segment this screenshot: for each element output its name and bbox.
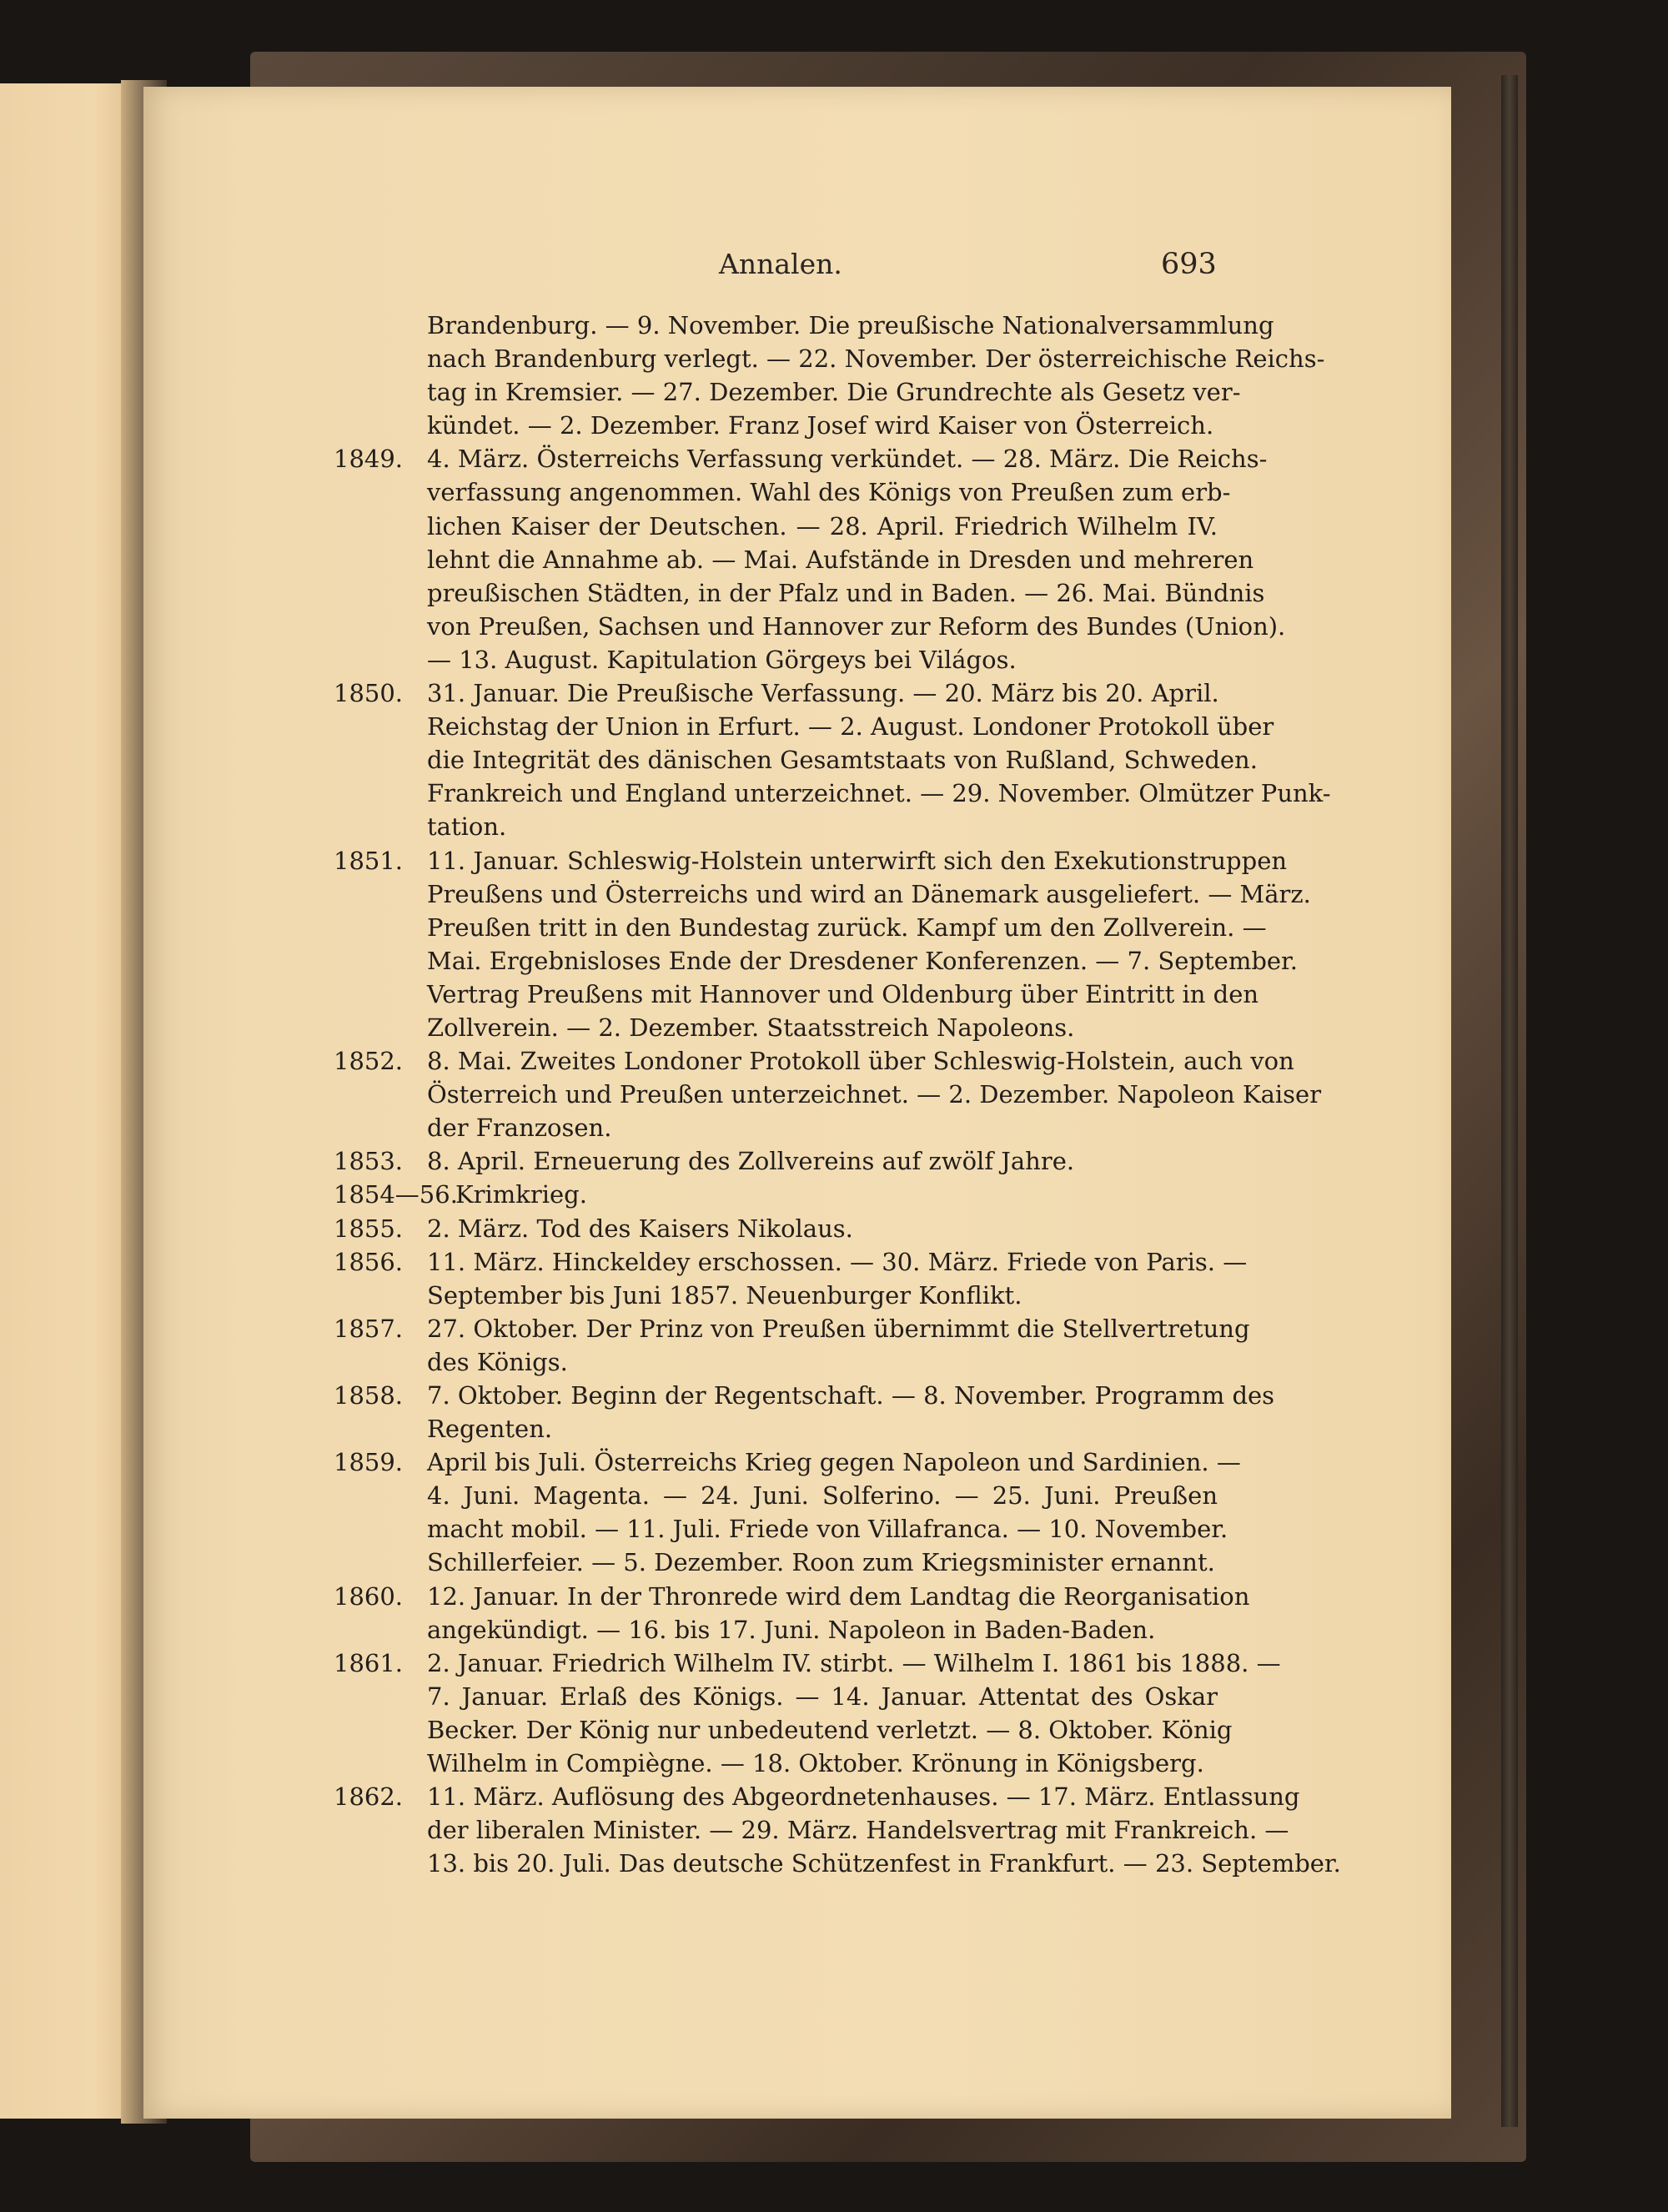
left-page-edge xyxy=(0,83,133,2119)
annal-entry xyxy=(334,1212,1218,1245)
text-line: der liberalen Minister. — 29. März. Handelsvertrag mit Frankreich. — xyxy=(427,1816,1289,1845)
annal-entry xyxy=(334,1044,1322,1144)
text-line: 27. Oktober. Der Prinz von Preußen übernimmt die Stellvertretung xyxy=(427,1314,1250,1343)
entry-year: 1862. xyxy=(334,1782,404,1812)
entry-year: 1851. xyxy=(334,846,404,875)
text-line: der Franzosen. xyxy=(427,1114,612,1143)
text-line: Wilhelm in Compiègne. — 18. Oktober. Krönung in Königsberg. xyxy=(427,1749,1204,1778)
entry-year: 1854—56. xyxy=(334,1180,458,1209)
text-line: 11. Januar. Schleswig-Holstein unterwirft sich den Exekutionstruppen xyxy=(427,846,1288,875)
text-line: Krimkrieg. xyxy=(455,1180,587,1209)
text-line: 12. Januar. In der Thronrede wird dem Landtag die Reorganisation xyxy=(427,1581,1250,1611)
text-line: 11. März. Hinckeldey erschossen. — 30. März. Friede von Paris. — xyxy=(427,1247,1248,1276)
text-line: Zollverein. — 2. Dezember. Staatsstreich Napoleons. xyxy=(427,1013,1075,1042)
text-line: Mai. Ergebnisloses Ende der Dresdener Konferenzen. — 7. September. xyxy=(427,946,1298,975)
entry-year: 1859. xyxy=(334,1448,404,1477)
text-line: Brandenburg. — 9. November. Die preußische Nationalversammlung xyxy=(427,311,1274,339)
entry-year: 1861. xyxy=(334,1648,404,1677)
entry-year: 1852. xyxy=(334,1047,404,1076)
text-line: Schillerfeier. — 5. Dezember. Roon zum Kriegsminister ernannt. xyxy=(427,1548,1215,1577)
running-head: Annalen. xyxy=(719,248,842,280)
annal-entry xyxy=(334,844,1311,1045)
text-line: 8. April. Erneuerung des Zollvereins auf zwölf Jahre. xyxy=(427,1147,1075,1176)
annal-entry xyxy=(334,1245,1248,1312)
text-line: 7. Oktober. Beginn der Regentschaft. — 8. November. Programm des xyxy=(427,1381,1275,1410)
annal-entry xyxy=(334,442,1286,676)
text-line: 2. Januar. Friedrich Wilhelm IV. stirbt. — Wilhelm I. 1861 bis 1888. — xyxy=(427,1648,1281,1677)
text-line: 4. Juni. Magenta. — 24. Juni. Solferino. — 25. Juni. Preußen xyxy=(427,1481,1218,1511)
entry-year: 1853. xyxy=(334,1147,404,1176)
text-line: April bis Juli. Österreichs Krieg gegen Napoleon und Sardinien. — xyxy=(427,1448,1241,1477)
text-line: Preußen tritt in den Bundestag zurück. Kampf um den Zollverein. — xyxy=(427,912,1267,942)
text-line: Österreich und Preußen unterzeichnet. — 2. Dezember. Napoleon Kaiser xyxy=(427,1080,1322,1109)
text-line: preußischen Städten, in der Pfalz und in Baden. — 26. Mai. Bündnis xyxy=(427,578,1265,607)
text-line: Preußens und Österreichs und wird an Dänemark ausgeliefert. — März. xyxy=(427,879,1311,908)
text-line: 2. März. Tod des Kaisers Nikolaus. xyxy=(427,1214,853,1243)
text-line: 4. März. Österreichs Verfassung verkündet. — 28. März. Die Reichs- xyxy=(427,445,1268,474)
text-line: lichen Kaiser der Deutschen. — 28. April. Friedrich Wilhelm IV. xyxy=(427,511,1218,540)
cover-edge xyxy=(1501,75,1518,2127)
annal-entry xyxy=(334,309,1325,442)
annal-entry xyxy=(334,1312,1250,1379)
annal-entry xyxy=(334,1646,1281,1780)
text-line: des Königs. xyxy=(427,1347,568,1376)
text-line: 31. Januar. Die Preußische Verfassung. — 20. März bis 20. April. xyxy=(427,679,1219,708)
text-line: — 13. August. Kapitulation Görgeys bei Világos. xyxy=(427,645,1017,674)
text-line: lehnt die Annahme ab. — Mai. Aufstände in Dresden und mehreren xyxy=(427,545,1254,574)
annal-entry xyxy=(334,1780,1341,1880)
annal-entry xyxy=(334,1379,1275,1445)
entry-year: 1858. xyxy=(334,1381,404,1410)
text-line: macht mobil. — 11. Juli. Friede von Villafranca. — 10. November. xyxy=(427,1515,1228,1544)
annal-entry xyxy=(334,676,1331,843)
text-line: die Integrität des dänischen Gesamtstaats von Rußland, Schweden. xyxy=(427,746,1258,775)
text-line: angekündigt. — 16. bis 17. Juni. Napoleon in Baden-Baden. xyxy=(427,1615,1156,1644)
text-line: 8. Mai. Zweites Londoner Protokoll über Schleswig-Holstein, auch von xyxy=(427,1047,1294,1076)
text-line: September bis Juni 1857. Neuenburger Konflikt. xyxy=(427,1280,1022,1310)
text-line: Frankreich und England unterzeichnet. — 29. November. Olmützer Punk- xyxy=(427,779,1331,808)
text-line: verfassung angenommen. Wahl des Königs von Preußen zum erb- xyxy=(427,478,1231,507)
annal-entry xyxy=(334,1144,1218,1178)
entry-year: 1855. xyxy=(334,1214,404,1243)
text-line: Reichstag der Union in Erfurt. — 2. August. Londoner Protokoll über xyxy=(427,712,1274,742)
annal-entry xyxy=(334,1580,1250,1646)
entry-year: 1857. xyxy=(334,1314,404,1343)
text-line: Vertrag Preußens mit Hannover und Oldenburg über Eintritt in den xyxy=(427,979,1259,1008)
annal-entry xyxy=(334,1178,1218,1211)
text-line: 11. März. Auflösung des Abgeordnetenhauses. — 17. März. Entlassung xyxy=(427,1782,1300,1812)
text-line: von Preußen, Sachsen und Hannover zur Reform des Bundes (Union). xyxy=(427,611,1286,641)
entry-year: 1856. xyxy=(334,1247,404,1276)
entry-year: 1850. xyxy=(334,679,404,708)
text-line: tation. xyxy=(427,812,507,842)
text-line: 7. Januar. Erlaß des Königs. — 14. Januar. Attentat des Oskar xyxy=(427,1682,1218,1711)
text-line: tag in Kremsier. — 27. Dezember. Die Grundrechte als Gesetz ver- xyxy=(427,378,1241,407)
entry-year: 1860. xyxy=(334,1581,404,1611)
text-line: nach Brandenburg verlegt. — 22. November. Der österreichische Reichs- xyxy=(427,344,1325,374)
text-line: kündet. — 2. Dezember. Franz Josef wird Kaiser von Österreich. xyxy=(427,411,1214,440)
text-line: Becker. Der König nur unbedeutend verletzt. — 8. Oktober. König xyxy=(427,1715,1233,1744)
annal-entry xyxy=(334,1445,1241,1579)
annals-text xyxy=(334,309,1341,1880)
text-line: 13. bis 20. Juli. Das deutsche Schützenfest in Frankfurt. — 23. September. xyxy=(427,1849,1341,1878)
page-number: 693 xyxy=(1161,248,1217,281)
text-line: Regenten. xyxy=(427,1415,553,1444)
entry-year: 1849. xyxy=(334,445,404,474)
